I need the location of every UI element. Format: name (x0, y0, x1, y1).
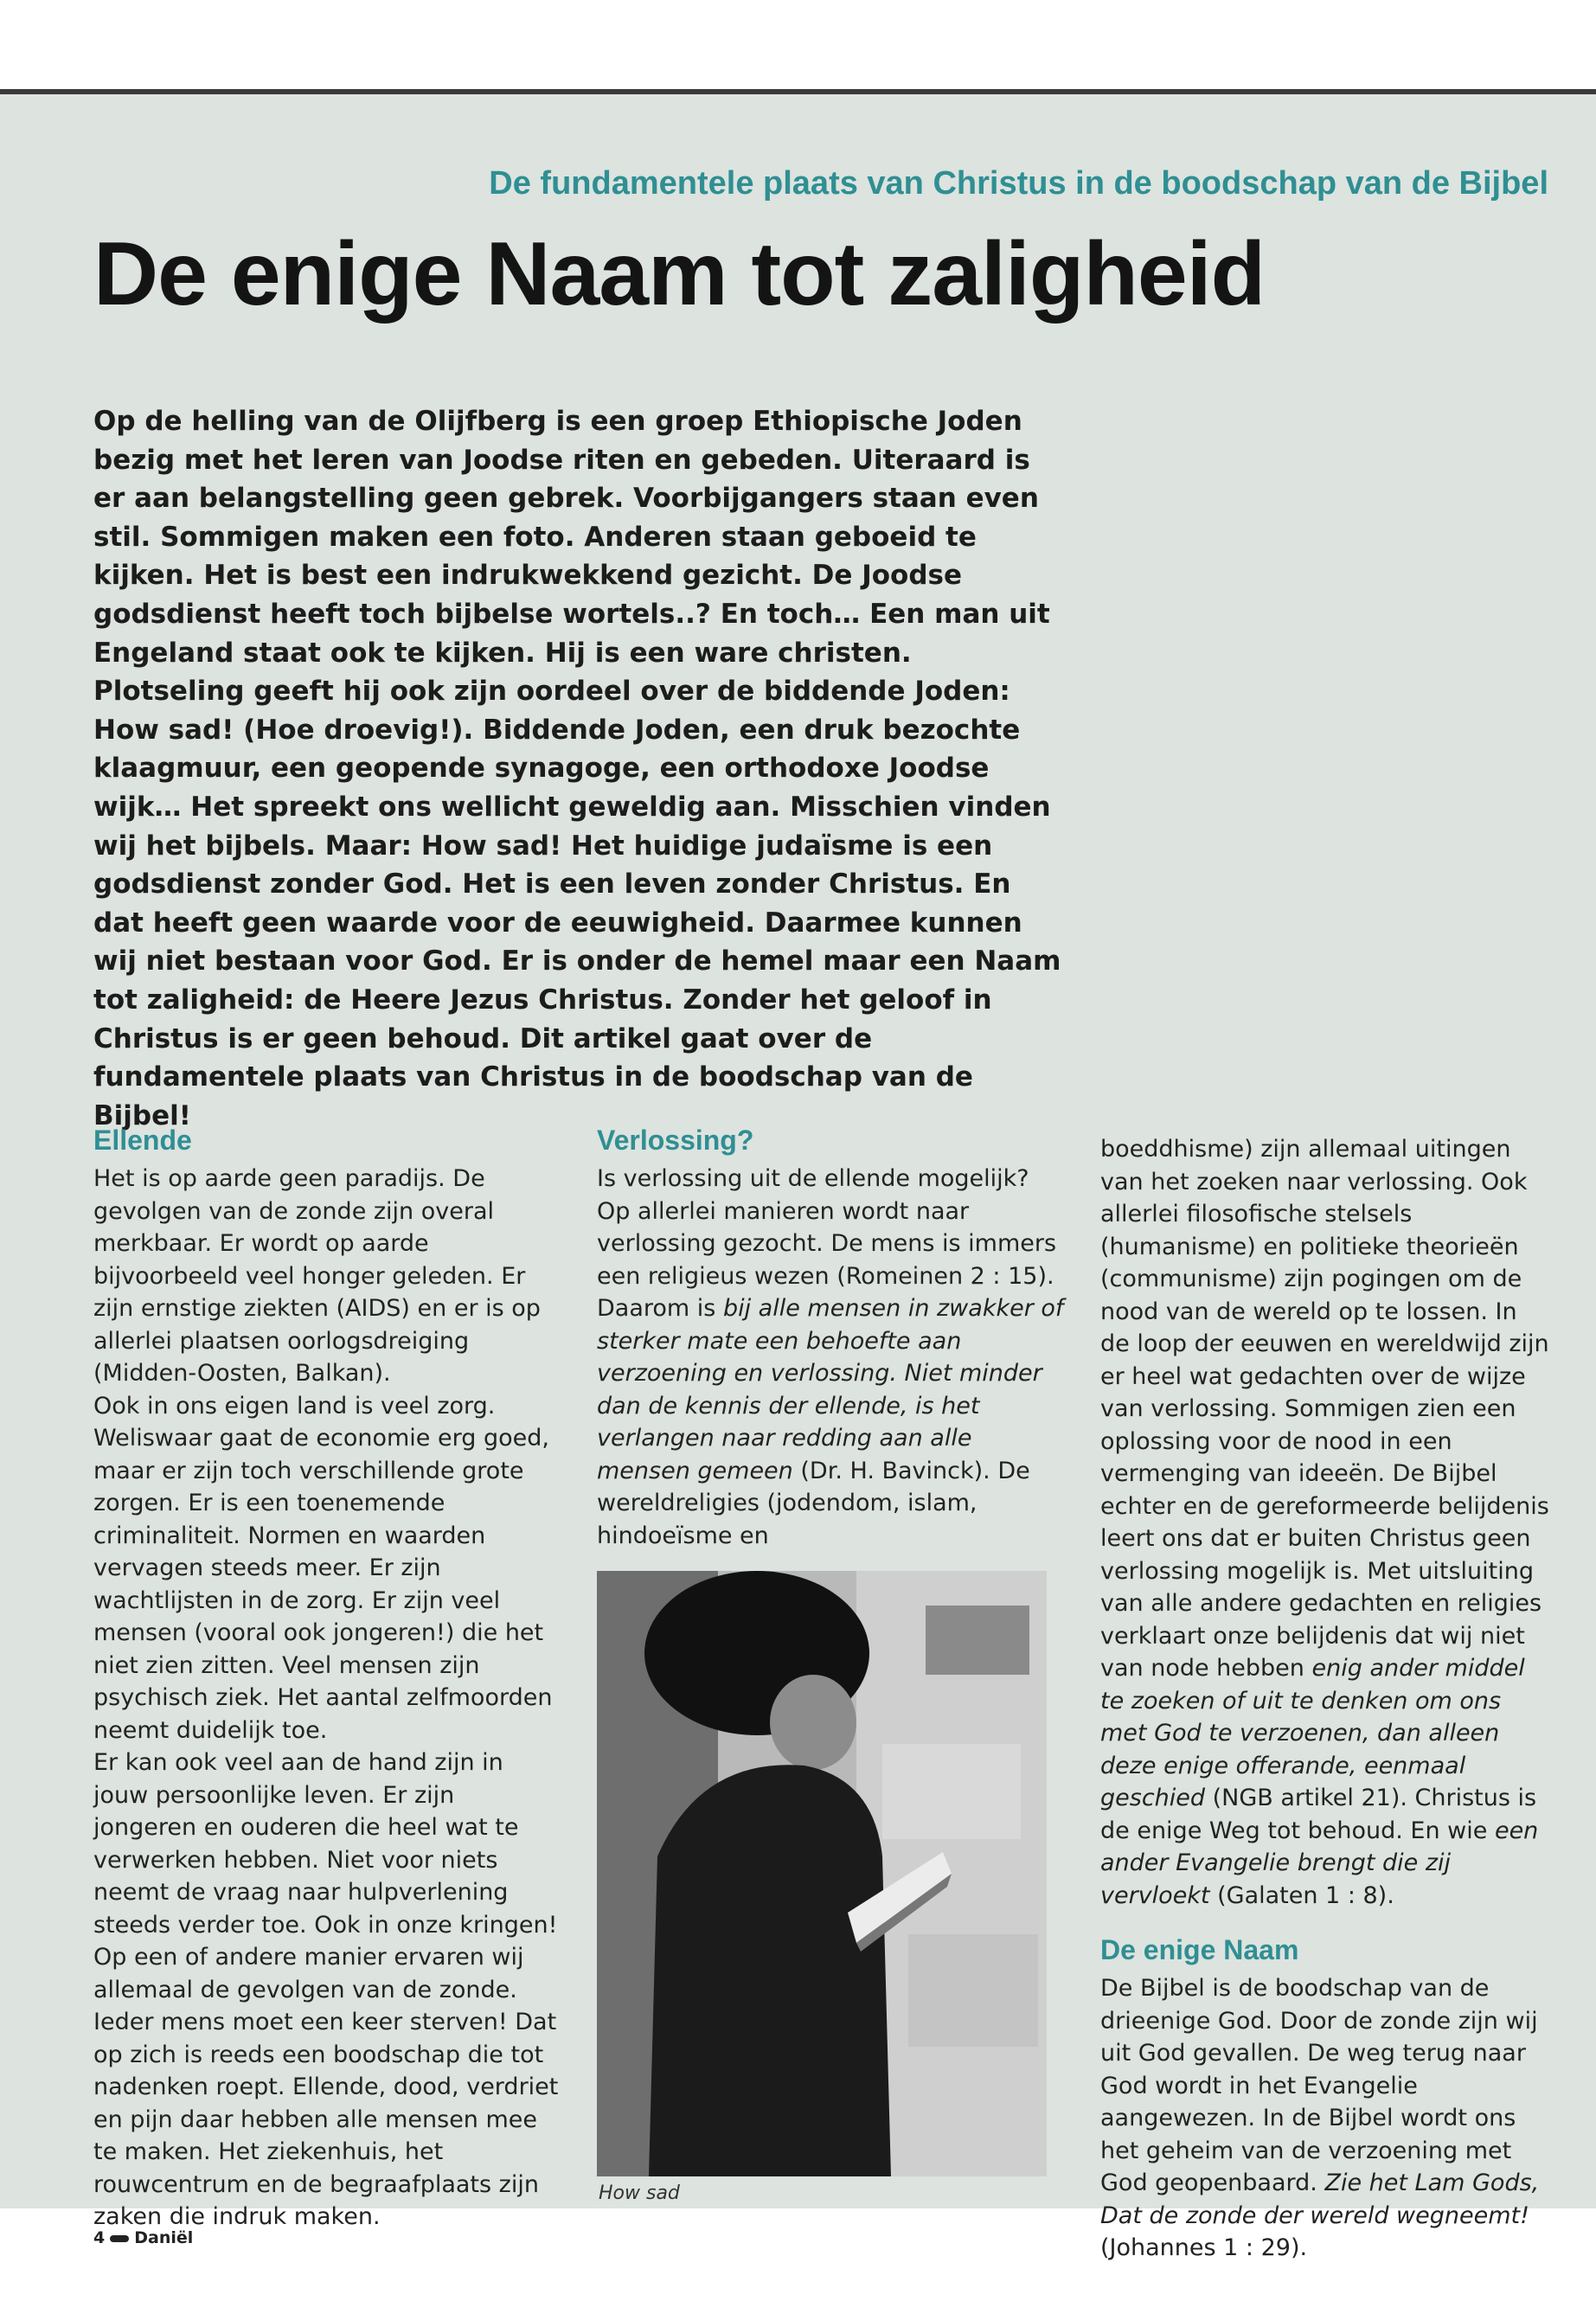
section-heading-ellende: Ellende (93, 1125, 192, 1156)
photo-caption: How sad (599, 2182, 680, 2204)
column-right (1100, 1133, 1550, 2265)
column-verlossing (597, 1121, 1068, 1552)
paragraph: De Bijbel is de boodschap van de drieenige God. Door de zonde zijn wij uit God gevallen. De weg terug naar God wordt in het Evangelie aangewezen. In de Bijbel wordt ons het geheim van de verzoening met God geopenbaard. Zie het Lam Gods, Dat de zonde der wereld wegneemt! (Johannes 1 : 29). (1100, 1975, 1540, 2261)
section-heading-enige-naam: De enige Naam (1100, 1934, 1299, 1965)
photo-illustration (597, 1571, 1047, 2176)
top-edge (0, 89, 1596, 94)
section-heading-verlossing: Verlossing? (597, 1125, 754, 1156)
paragraph: Het is op aarde geen paradijs. De gevolgen van de zonde zijn overal merkbaar. Er wordt op aarde bijvoorbeeld veel honger geleden. Er zijn ernstige ziekten (AIDS) en er is op allerlei plaatsen oorlogsdreiging (Midden-Oosten, Balkan). (93, 1165, 541, 1387)
page-number: 4 (93, 2228, 106, 2247)
intro-paragraph: Op de helling van de Olijfberg is een groep Ethiopische Joden bezig met het leren van Joodse riten en gebeden. Uiteraard is er aan belangstelling geen gebrek. Voorbijgangers staan even stil. Sommigen maken een foto. Anderen staan geboeid te kijken. Het is best een indrukwekkend gezicht. De Joodse godsdienst heeft toch bijbelse wortels..? En toch… Een man uit Engeland staat ook te kijken. Hij is een ware christen. Plotseling geeft hij ook zijn oordeel over de biddende Joden: How sad! (Hoe droevig!). Biddende Joden, een druk bezochte klaagmuur, een geopende synagoge, een orthodoxe Joodse wijk… Het spreekt ons wellicht geweldig aan. Misschien vinden wij het bijbels. Maar: How sad! Het huidige judaïsme is een godsdienst zonder God. Het is een leven zonder Christus. En dat heeft geen waarde voor de eeuwigheid. Daarmee kunnen wij niet bestaan voor God. Er is onder de hemel maar een Naam tot zaligheid: de Heere Jezus Christus. Zonder het geloof in Christus is er geen behoud. Dit artikel gaat over de fundamentele plaats van Christus in de boodschap van de Bijbel! (93, 406, 1061, 1131)
column-ellende (93, 1121, 561, 2234)
page-folio (93, 2228, 193, 2247)
ngb-quote: enig ander middel te zoeken of uit te denken om ons met God te verzoenen, dan alleen deze enige offerande, eenmaal geschied (1100, 1655, 1525, 1811)
magazine-page (0, 89, 1596, 2261)
magazine-name: Daniël (134, 2228, 194, 2247)
paragraph: boeddhisme) zijn allemaal uitingen van het zoeken naar verlossing. Ook allerlei filosofische stelsels (humanisme) en politieke theorieën (communisme) zijn pogingen om de nood van de wereld op te lossen. In de loop der eeuwen en wereldwijd zijn er heel wat gedachten over de wijze van verlossing. Sommigen zien een oplossing voor de nood in een vermenging van ideeën. De Bijbel echter en de gereformeerde belijdenis leert ons dat er buiten Christus geen verlossing mogelijk is. Met uitsluiting van alle andere gedachten en religies verklaart onze belijdenis dat wij niet van node hebben enig ander middel te zoeken of uit te denken om ons met God te verzoenen, dan alleen deze enige offerande, eenmaal geschied (NGB artikel 21). Christus is de enige Weg tot behoud. En wie een ander Evangelie brengt die zij vervloekt (Galaten 1 : 8). (1100, 1136, 1549, 1909)
photo-praying-man (597, 1571, 1047, 2176)
article-title: De enige Naam tot zaligheid (93, 224, 1266, 324)
paragraph: Er kan ook veel aan de hand zijn in jouw persoonlijke leven. Er zijn jongeren en ouderen die heel wat te verwerken hebben. Niet voor niets neemt de vraag naar hulpverlening steeds verder toe. Ook in onze kringen! Op een of andere manier ervaren wij allemaal de gevolgen van de zonde. Ieder mens moet een keer sterven! Dat op zich is reeds een boodschap die tot nadenken roept. Ellende, dood, verdriet en pijn daar hebben alle mensen mee te maken. Het ziekenhuis, het rouwcentrum en de begraafplaats zijn zaken die indruk maken. (93, 1749, 559, 2230)
galaten-quote: een ander Evangelie brengt die zij vervloekt (1100, 1817, 1539, 1909)
arrow-icon (110, 2235, 129, 2242)
kicker: De fundamentele plaats van Christus in de boodschap van de Bijbel (489, 165, 1548, 202)
johannes-quote: Zie het Lam Gods, Dat de zonde der wereld wegneemt! (1100, 2170, 1540, 2229)
paragraph: Ook in ons eigen land is veel zorg. Weliswaar gaat de economie erg goed, maar er zijn toch verschillende grote zorgen. Er is een toenemende criminaliteit. Normen en waarden vervagen steeds meer. Er zijn wachtlijsten in de zorg. Er zijn veel mensen (vooral ook jongeren!) die het niet zien zitten. Veel mensen zijn psychisch ziek. Het aantal zelfmoorden neemt duidelijk toe. (93, 1392, 553, 1744)
bavinck-quote: bij alle mensen in zwakker of sterker mate een behoefte aan verzoening en verlossing. Niet minder dan de kennis der ellende, is het verlangen naar redding aan alle mensen gemeen (597, 1295, 1064, 1484)
paragraph: Is verlossing uit de ellende mogelijk? Op allerlei manieren wordt naar verlossing gezocht. De mens is immers een religieus wezen (Romeinen 2 : 15). Daarom is bij alle mensen in zwakker of sterker mate een behoefte aan verzoening en verlossing. Niet minder dan de kennis der ellende, is het verlangen naar redding aan alle mensen gemeen (Dr. H. Bavinck). De wereldreligies (jodendom, islam, hindoeïsme en (597, 1165, 1064, 1549)
